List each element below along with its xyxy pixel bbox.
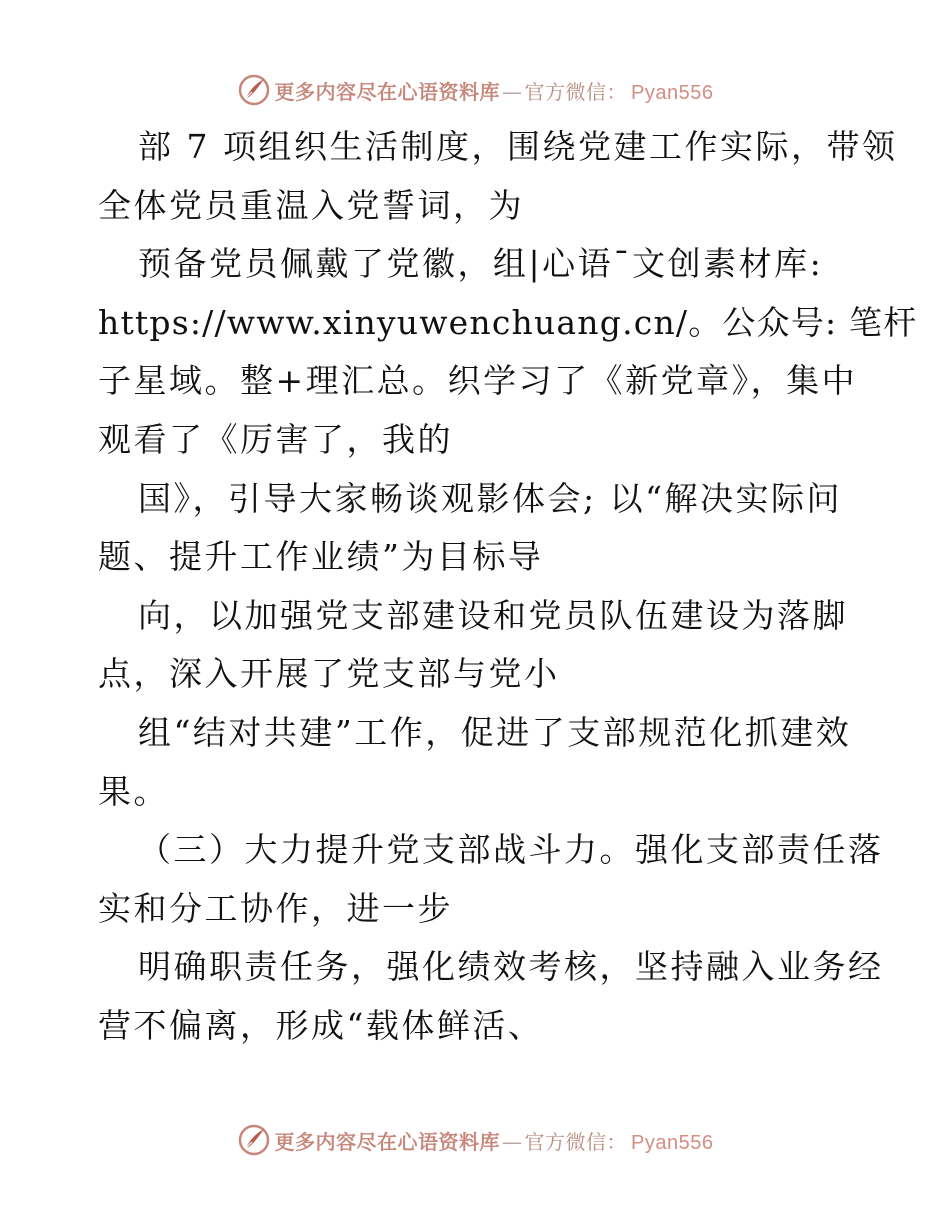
body-line: 点，深入开展了党支部与党小: [98, 654, 560, 694]
body-line: 果。: [98, 771, 169, 811]
watermark-wechat-id: Pyan556: [631, 1131, 714, 1154]
section-heading-line: （三）大力提升党支部战斗力。强化支部责任落: [138, 830, 884, 870]
body-line: 营不偏离，形成“载体鲜活、: [98, 1005, 544, 1045]
watermark-wechat-label: 官方微信：: [524, 79, 628, 104]
body-line: 实和分工协作，进一步: [98, 888, 453, 928]
body-line: 子星域。整+理汇总。织学习了《新党章》，集中: [98, 361, 858, 401]
body-line: 向，以加强党支部建设和党员队伍建设为落脚: [138, 595, 848, 635]
watermark-separator: —: [502, 79, 523, 104]
watermark-wechat-id: Pyan556: [631, 81, 714, 104]
quill-logo-icon: [237, 73, 271, 107]
body-line: 组“结对共建”工作，促进了支部规范化抓建效: [138, 712, 852, 752]
body-line: 部 7 项组织生活制度，围绕党建工作实际，带领: [138, 127, 898, 166]
body-line: 题、提升工作业绩”为目标导: [98, 537, 544, 577]
watermark-main-text: 更多内容尽在心语资料库: [274, 79, 501, 104]
body-line: 观看了《厉害了，我的: [98, 419, 453, 459]
body-line: 明确职责任务，强化绩效考核，坚持融入业务经: [138, 947, 884, 987]
footer-watermark: [0, 1120, 950, 1160]
watermark-separator: —: [502, 1129, 523, 1154]
body-line: 预备党员佩戴了党徽，组|心语¯文创素材库:: [138, 244, 824, 284]
watermark-wechat-label: 官方微信：: [524, 1129, 628, 1154]
quill-logo-icon: [237, 1123, 271, 1157]
body-line: 全体党员重温入党誓词，为: [98, 185, 524, 225]
watermark-main-text: 更多内容尽在心语资料库: [274, 1129, 501, 1154]
document-body: [98, 118, 918, 1056]
body-line: 国》，引导大家畅谈观影体会; 以“解决实际问: [138, 478, 842, 518]
header-watermark: [0, 70, 950, 110]
body-line: https://www.xinyuwenchuang.cn/。公众号: 笔杆: [98, 302, 918, 342]
